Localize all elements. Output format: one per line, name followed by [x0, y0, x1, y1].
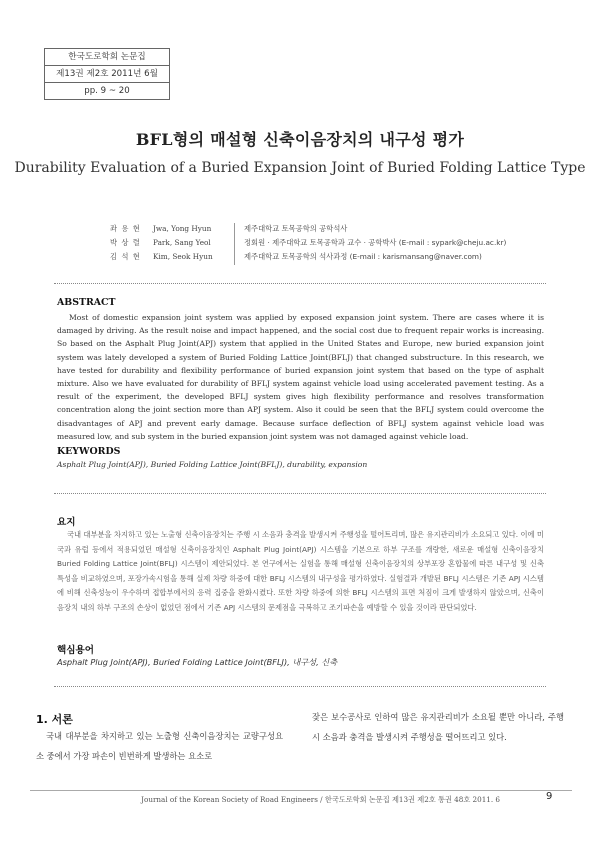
abstract-heading: ABSTRACT [57, 297, 116, 308]
yoji-text: 국내 대부분을 차지하고 있는 노출형 신축이음장치는 주행 시 소음과 충격을 발생시켜 주행성을 떨어트리며, 많은 유지관리비가 소요되고 있다. 이에 미국과 유럽 등에서 적용되었던 매설형 신축이음장치인 Asphalt Plug Joint(APJ) 시스템을 기본으로 하부 구조를 개량한, 새로운 매설형 신축이음장치 Buried Folding Lattice Joint(BFLJ) 시스템이 제안되었다. 본 연구에서는 실험을 통해 매설형 신축이음장치의 상부포장 혼합물에 따른 내구성 및 신축 특성을 비교하였으며, 포장가속시험을 통해 실제 차량 하중에 대한 BFLJ 시스템의 내구성을 평가하였다. 실험결과 개발된 BFLJ 시스템은 기존 APJ 시스템에 비해 신축성능이 우수하며 접합부에서의 응력 집중을 완화시켰다. 또한 차량 하중에 의한 BFLJ 시스템의 표면 처짐이 크게 발생하지 않았으며, 신축이음장치 내의 하부 구조의 손상이 없었던 점에서 기존 APJ 시스템의 문제점을 극복하고 조기파손을 예방할 수 있을 것이라 판단되었다. [57, 530, 544, 612]
journal-pages: pp. 9 ~ 20 [84, 86, 130, 96]
author-affiliation: 제주대학교 토목공학의 석사과정 (E-mail : karismansang@naver.com) [244, 252, 482, 261]
journal-name: 한국도로학회 논문집 [45, 49, 169, 66]
keywords-text: Asphalt Plug Joint(APJ), Buried Folding Lattice Joint(BFLJ), durability, expansion [57, 460, 368, 469]
title-korean: BFL형의 매설형 신축이음장치의 내구성 평가 [135, 130, 465, 149]
intro-heading: 1. 서론 [36, 713, 73, 726]
keywords-heading: KEYWORDS [57, 446, 121, 457]
section-divider [54, 283, 546, 284]
abstract-text: Most of domestic expansion joint system was applied by exposed expansion joint system. There are cases where it is damaged by driving. As the result noise and impact happened, and the social cost due to frequent repair works is increasing. So based on the Asphalt Plug Joint(APJ) system that applied in the United States and Europe, new buried expansion joint system was lately developed a system of Buried Folding Lattice Joint(BFLJ) that changed substructure. In this research, we have tested for durability and flexibility performance of buried expansion joint system that based on the type of asphalt mixture. Also we have evaluated for durability of BFLJ system against vehicle load using accelerated pavement testing. As a result of the experiment, the developed BFLJ system gives high flexibility performance and resolves transformation concentration along the joint section more than APJ system. Also it could be seen that the BFLJ system could overcome the disadvantages of APJ and prevent early damage. Because surface deflection of BFLJ system against vehicle load was measured low, and sub system in the buried expansion joint system was not damaged against vehicle load. [57, 313, 544, 441]
yoji-heading: 요지 [57, 517, 76, 528]
author-name-ko: 좌 용 현 [110, 224, 141, 233]
journal-issue: 제13권 제2호 2011년 6월 [45, 66, 169, 83]
section-divider [54, 686, 546, 687]
journal-info-box [44, 48, 170, 100]
author-divider [234, 223, 235, 265]
keywords-ko-text: Asphalt Plug Joint(APJ), Buried Folding Lattice Joint(BFLJ), 내구성, 신축 [57, 657, 338, 667]
intro-right-column: 잦은 보수공사로 인하여 많은 유지관리비가 소요될 뿐만 아니라, 주행 시 소음과 충격을 발생시켜 주행성을 떨어뜨리고 있다. [312, 712, 564, 742]
footer-journal: Journal of the Korean Society of Road Engineers / 한국도로학회 논문집 제13권 제2호 통권 48호 2011. 6 [141, 795, 500, 804]
author-name-en: Jwa, Yong Hyun [153, 224, 212, 233]
author-affiliation: 정회원 · 제주대학교 토목공학과 교수 · 공학박사 (E-mail : sypark@cheju.ac.kr) [244, 238, 507, 247]
footer-rule [30, 790, 572, 791]
page-number: 9 [546, 791, 553, 802]
title-english: Durability Evaluation of a Buried Expansion Joint of Buried Folding Lattice Type [14, 160, 586, 176]
author-name-ko: 김 석 현 [110, 252, 141, 261]
author-name-en: Kim, Seok Hyun [153, 252, 213, 261]
author-name-ko: 박 상 렬 [110, 238, 141, 247]
keywords-ko-heading: 핵심용어 [57, 645, 95, 656]
author-affiliation: 제주대학교 토목공학의 공학석사 [244, 224, 348, 233]
section-divider [54, 493, 546, 494]
intro-left-column: 국내 대부분을 차지하고 있는 노출형 신축이음장치는 교량구성요소 중에서 가장 파손이 빈번하게 발생하는 요소로 [36, 731, 283, 761]
author-name-en: Park, Sang Yeol [153, 238, 211, 247]
